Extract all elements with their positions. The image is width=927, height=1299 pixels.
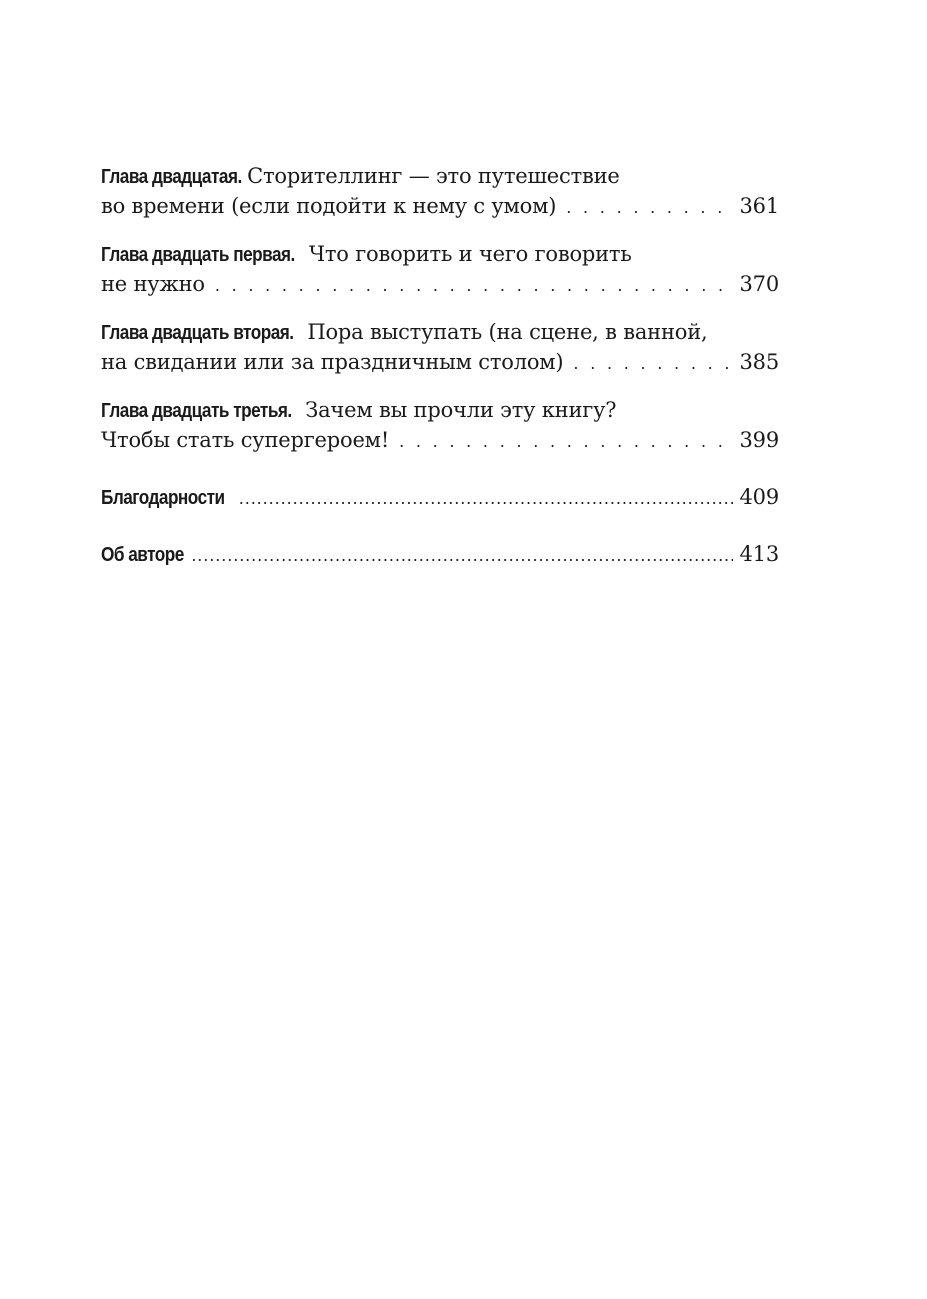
page-number: 361 [739, 194, 779, 218]
section-label: Об авторе [101, 544, 184, 566]
dot-leader [191, 541, 733, 571]
toc-entry-about-author[interactable] [101, 539, 779, 569]
toc-entry-last-line [101, 191, 779, 221]
section-label: Благодарности [101, 487, 225, 509]
chapter-title-continued: на свидании или за праздничным столом) [101, 350, 564, 374]
page-number: 399 [739, 428, 779, 452]
toc-entry-first-line [101, 161, 779, 191]
toc-entry-acknowledgements[interactable] [101, 482, 779, 512]
toc-entry-chapter-22[interactable] [101, 317, 779, 377]
toc-entry-chapter-21[interactable] [101, 239, 779, 299]
page-number: 370 [739, 272, 779, 296]
toc-entry-first-line [101, 395, 779, 425]
chapter-title-continued: Чтобы стать супергероем! [101, 428, 390, 452]
table-of-contents [101, 161, 779, 596]
dot-leader [215, 271, 733, 301]
page-number: 385 [739, 350, 779, 374]
chapter-label: Глава двадцать первая. [101, 244, 295, 266]
toc-entry-chapter-23[interactable] [101, 395, 779, 455]
toc-entry-first-line [101, 239, 779, 269]
toc-entry-line [101, 482, 779, 512]
dot-leader [239, 484, 733, 514]
chapter-title: Пора выступать (на сцене, в ванной, [307, 320, 708, 344]
dot-leader [399, 427, 733, 457]
page-number: 413 [739, 542, 779, 566]
chapter-title-continued: во времени (если подойти к нему с умом) [101, 194, 557, 218]
toc-entry-first-line [101, 317, 779, 347]
toc-entry-line [101, 539, 779, 569]
toc-entry-last-line [101, 269, 779, 299]
chapter-title: Зачем вы прочли эту книгу? [305, 398, 617, 422]
dot-leader [573, 349, 733, 379]
chapter-label: Глава двадцатая. [101, 166, 242, 188]
chapter-title: Сторителлинг — это путешествие [247, 164, 620, 188]
chapter-label: Глава двадцать вторая. [101, 322, 294, 344]
chapter-title: Что говорить и чего говорить [308, 242, 632, 266]
toc-entry-chapter-20[interactable] [101, 161, 779, 221]
dot-leader [566, 193, 733, 223]
toc-entry-last-line [101, 425, 779, 455]
toc-entry-last-line [101, 347, 779, 377]
page-number: 409 [739, 485, 779, 509]
chapter-label: Глава двадцать третья. [101, 400, 292, 422]
chapter-title-continued: не нужно [101, 272, 205, 296]
